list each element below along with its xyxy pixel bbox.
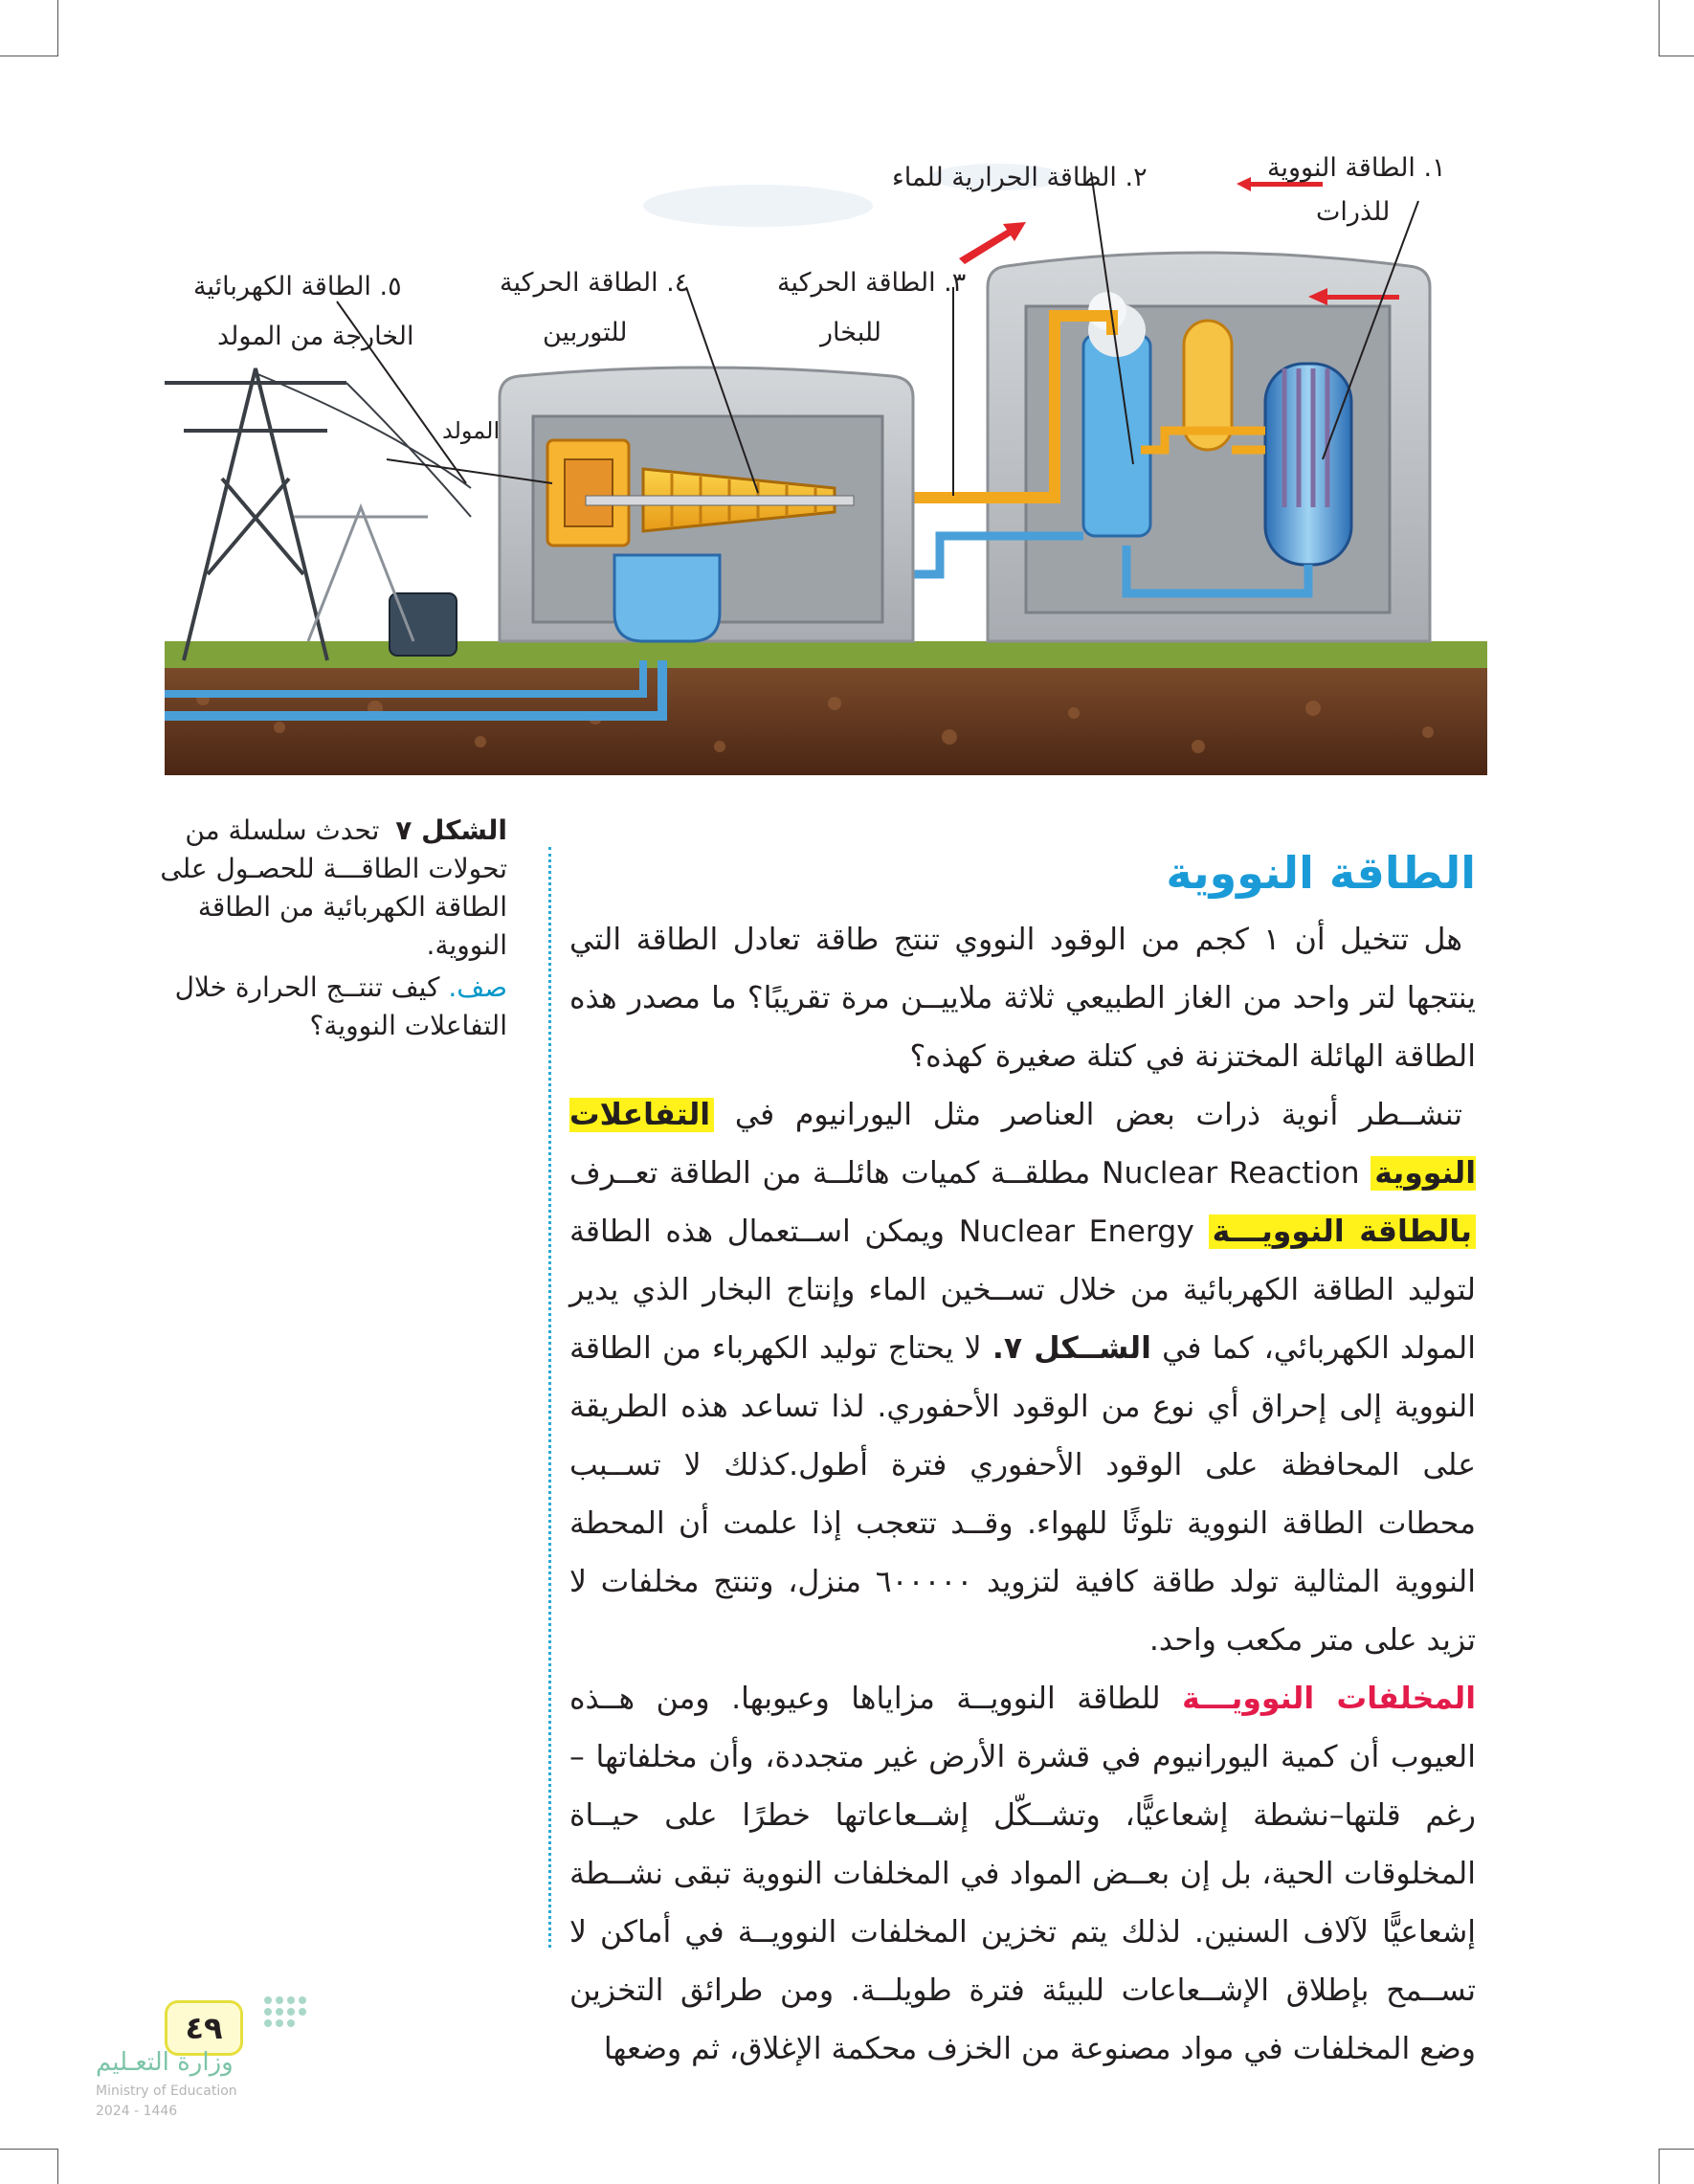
nuclear-plant-figure [165, 144, 1487, 775]
term-nuclear-energy-en: Nuclear Energy [958, 1215, 1194, 1249]
p2-text-a: تنشــطر أنوية ذرات بعض العناصر مثل اليورانيوم في [734, 1098, 1463, 1132]
p2-text-c: ويمكن اســتعمال هذه الطاقة لتوليد الطاقة الكهربائية من خلال تســخين الماء وإنتاج البخار الذي يدير المولد الكهربائي، كما في [569, 1215, 1477, 1366]
caption-figure-title: الشكل ٧ [395, 814, 507, 846]
arrow-2 [959, 222, 1026, 264]
edition-year: 2024 - 1446 [96, 2104, 178, 2119]
term-nuclear-waste: المخلفات النوويـــة [1182, 1682, 1477, 1716]
main-text-column [569, 842, 1476, 2079]
p3-text: للطاقة النوويــة مزاياها وعيوبها. ومن هــذه العيوب أن كمية اليورانيوم في قشرة الأرض غير متجددة، وأن مخلفاتها –رغم قلتها–نشطة إشعاعيًّا، وتشــكّل إشــعاعاتها خطرًا على حيــاة المخلوقات الحية، بل إن بعــض المواد في المخلفات النووية تبقى نشــطة إشعاعيًّا لآلاف السنين. لذلك يتم تخزين المخلفات النوويــة في أماكن لا تســمح بإطلاق الإشــعاعات للبيئة فترة طويلــة. ومن طرائق التخزين وضع المخلفات في مواد مصنوعة من الخزف محكمة الإغلاق، ثم وضعها [569, 1682, 1476, 2066]
steam-generator [1083, 335, 1150, 536]
condenser [614, 555, 720, 641]
label-thermal-energy: ٢. الطاقة الحرارية للماء [892, 163, 1148, 192]
section-heading: الطاقة النووية [1166, 847, 1476, 899]
label-generator: المولد [442, 417, 501, 444]
cloud [643, 185, 873, 227]
paragraph-nuclear-reaction [569, 1086, 1476, 1670]
caption-question: كيف تنتــج الحرارة خلال التفاعلات النووية؟ [174, 971, 507, 1041]
label-turbine-kinetic-sub: للتوربين [543, 318, 628, 347]
caption-text: تحدث سلسلة من تحولات الطاقـــة للحصـول على الطاقة الكهربائية من الطاقة النووية. [160, 814, 507, 961]
figure-caption [124, 812, 507, 1045]
paragraph-intro: هل تتخيل أن ١ كجم من الوقود النووي تنتج طاقة تعادل الطاقة التي ينتجها لتر واحد من الغاز الطبيعي ثلاثة ملاييــن مرة تقريبًا؟ ما مصدر هذه الطاقة الهائلة المختزنة في كتلة صغيرة كهذه؟ [569, 923, 1476, 1074]
term-nuclear-reaction: التفاعلات النووية [569, 1098, 1477, 1191]
crop-mark-top-right [1659, 0, 1694, 56]
caption-question-label: صف. [448, 971, 507, 1003]
p2-text-d: لا يحتاج توليد الكهرباء من الطاقة النووية إلى إحراق أي نوع من الوقود الأحفوري. لذا تساعد هذه الطريقة على المحافظة على الوقود الأحفوري فترة أطول.كذلك لا تســبب محطات الطاقة النووية تلوثًا للهواء. وقــد تتعجب إذا علمت أن المحطة النووية المثالية تولد طاقة كافية لتزويد ٦٠٠٠٠٠ منزل، وتنتج مخلفات لا تزيد على متر مكعب واحد. [569, 1331, 1476, 1658]
nuclear-plant-illustration [165, 144, 1487, 775]
term-nuclear-energy: بالطاقة النوويـــة [1209, 1215, 1476, 1249]
label-steam-kinetic: ٣. الطاقة الحركية [777, 268, 967, 298]
reactor-core [1265, 364, 1351, 565]
ministry-name-english: Ministry of Education [96, 2084, 237, 2099]
label-turbine-kinetic: ٤. الطاقة الحركية [500, 268, 689, 298]
label-nuclear-energy-sub: للذرات [1316, 197, 1391, 227]
crop-mark-bottom-left [0, 2149, 58, 2184]
page-number: ٤٩ [165, 2000, 243, 2056]
term-nuclear-reaction-en: Nuclear Reaction [1101, 1156, 1360, 1191]
label-steam-kinetic-sub: للبخار [820, 318, 882, 347]
grass-strip [165, 641, 1487, 670]
paragraph-nuclear-waste [569, 1670, 1476, 2079]
soil-layer [165, 668, 1487, 775]
p2-text-b: مطلقــة كميات هائلــة من الطاقة تعــرف [569, 1156, 1091, 1191]
crop-mark-top-left [0, 0, 58, 56]
column-divider [548, 847, 551, 1948]
ministry-name-arabic: وزارة التعـليم [96, 2048, 234, 2077]
label-electrical-energy: ٥. الطاقة الكهربائية [193, 272, 402, 301]
crop-mark-bottom-right [1659, 2149, 1694, 2184]
figure-reference: الشــكل ٧. [992, 1331, 1151, 1366]
label-nuclear-energy: ١. الطاقة النووية [1267, 153, 1446, 183]
label-electrical-energy-sub: الخارجة من المولد [217, 322, 414, 351]
